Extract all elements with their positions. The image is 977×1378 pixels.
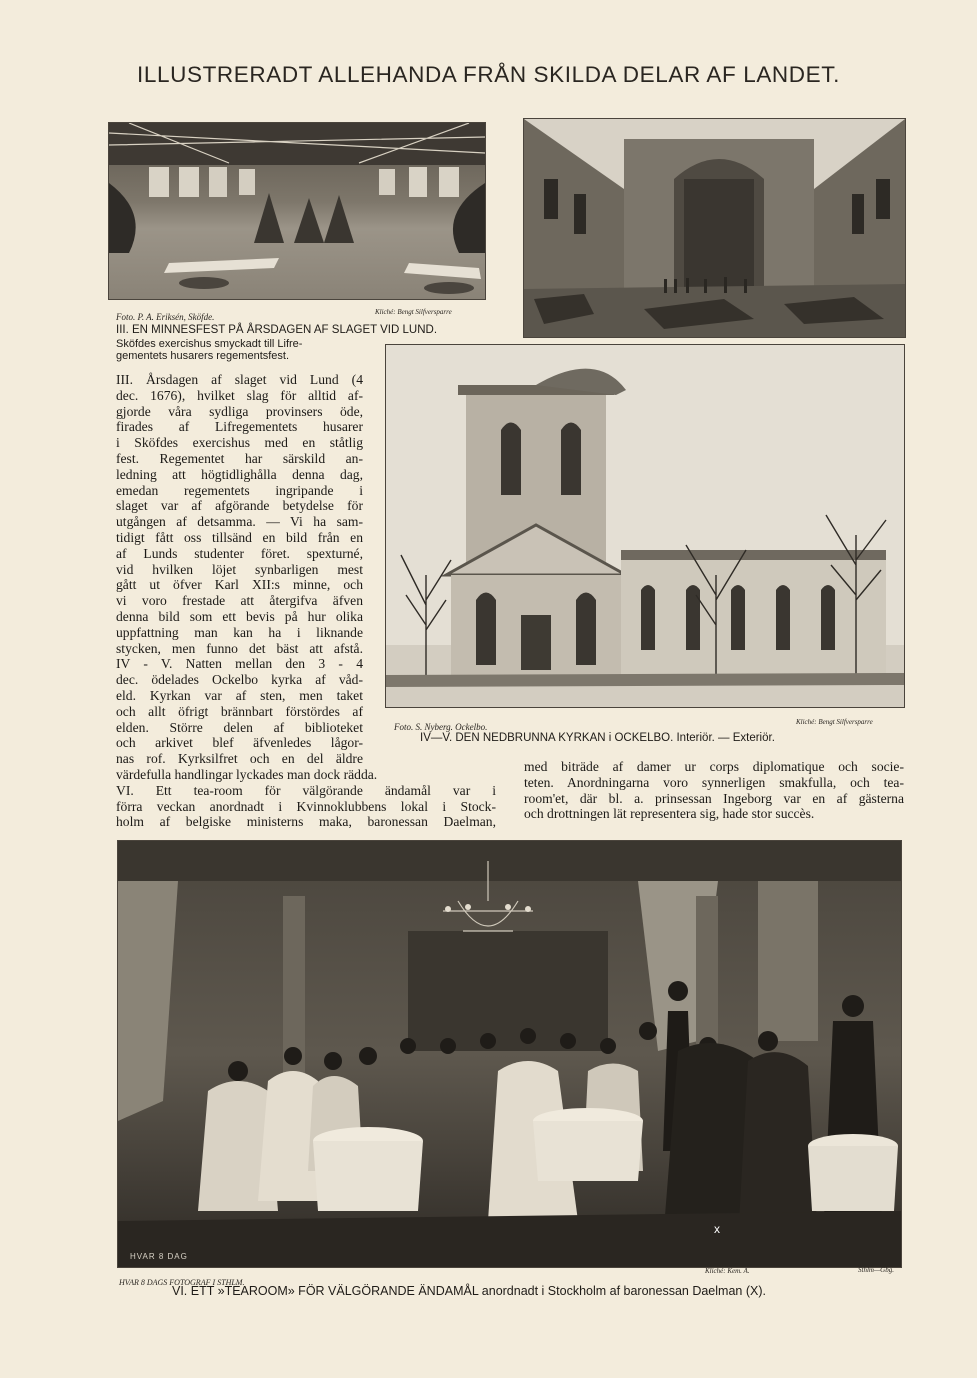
- fest-photo-credit: Foto. P. A. Eriksén, Sköfde.: [116, 312, 215, 322]
- church-caption: IV—V. DEN NEDBRUNNA KYRKAN i OCKELBO. Interiör. — Exteriör.: [420, 732, 775, 744]
- tearoom-photo-credit: HVAR 8 DAGS FOTOGRAF I STHLM.: [119, 1278, 245, 1287]
- article-wide-block: [116, 767, 496, 830]
- article-line: ledning att högtidlighålla denna dag,: [116, 466, 363, 482]
- article-line: fest. Regementet har särskild an-: [116, 450, 363, 466]
- photo-church-exterior: [385, 344, 905, 708]
- tearoom-image: [118, 841, 901, 1267]
- article-line: uppfattning man kan ha i liknande: [116, 624, 363, 640]
- fest-caption-line-1: Sköfdes exercishus smyckadt till Lifre-: [116, 338, 303, 350]
- article-line: vid hvilken löjet synbarligen mest: [116, 561, 363, 577]
- article-line: förra veckan anordnadt i Kvinnoklubbens lokal i Stock-: [116, 798, 496, 814]
- tearoom-watermark: HVAR 8 DAG: [130, 1252, 188, 1261]
- photo-festival-hall: [108, 122, 486, 300]
- fest-cliche-credit: Kliché: Bengt Silfversparre: [375, 308, 452, 316]
- article-line: gått ut öfver Karl XII:s minne, och: [116, 577, 363, 593]
- tearoom-caption: VI. ETT »TEAROOM» FÖR VÄLGÖRANDE ÄNDAMÅL anordnadt i Stockholm af baronessan Daelman (X).: [172, 1284, 766, 1298]
- article-line: dec. ödelades Ockelbo kyrka af våd-: [116, 672, 363, 688]
- tearoom-print-credit: Sthlm—Gbg.: [858, 1266, 894, 1274]
- article-line: holm af belgiske ministerns maka, baronessan Daelman,: [116, 814, 496, 830]
- church-photo-credit: Foto. S. Nyberg. Ockelbo.: [394, 722, 488, 732]
- article-line: stycken, men funno det bäst att afstå.: [116, 640, 363, 656]
- photo-church-interior: [523, 118, 906, 338]
- article-line: teten. Anordningarna voro synnerligen smakfulla, och tea-: [524, 774, 904, 790]
- fest-caption-title: III. EN MINNESFEST PÅ ÅRSDAGEN AF SLAGET VID LUND.: [116, 324, 438, 336]
- church-interior-image: [524, 119, 905, 337]
- article-left-column: [116, 372, 363, 767]
- article-line: vi voro frestade att återgifva äfven: [116, 593, 363, 609]
- article-line: med biträde af damer ur corps diplomatique och socie-: [524, 759, 904, 774]
- article-line: elden. Större delen af biblioteket: [116, 719, 363, 735]
- article-line: värdefulla handlingar lyckades man dock rädda.: [116, 767, 378, 782]
- article-line: denna bild som ett bevis på hur olika: [116, 608, 363, 624]
- article-line: VI. Ett tea-room för välgörande ändamål var i: [116, 782, 496, 798]
- church-exterior-image: [386, 345, 904, 707]
- article-line: eld. Kyrkan var af sten, men taket: [116, 687, 363, 703]
- article-line: gjorde våra sydliga provinsers öde,: [116, 403, 363, 419]
- church-cliche-credit: Kliché: Bengt Silfversparre: [796, 718, 873, 726]
- article-line: af Lunds studenter föret. spexturné,: [116, 545, 363, 561]
- x-marker-icon: x: [714, 1222, 720, 1236]
- article-line: och arkivet blef äfvenledes lågor-: [116, 735, 363, 751]
- article-line: III. Årsdagen af slaget vid Lund (4: [116, 372, 363, 387]
- article-line: dec. 1676), hvilket slag för alltid af-: [116, 387, 363, 403]
- article-line: emedan regementets ingripande i: [116, 482, 363, 498]
- tearoom-cliche-credit: Kliché: Kem. A.: [705, 1267, 750, 1275]
- article-line: utgången af detsamma. — Vi ha sam-: [116, 514, 363, 530]
- article-line: nas rof. Kyrksilfret och en del äldre: [116, 751, 363, 767]
- article-line: tidigt fått oss tillsänd en bild från en: [116, 529, 363, 545]
- article-line: room'et, där bl. a. prinsessan Ingeborg var en af gästerna: [524, 790, 904, 806]
- article-line: i Sköfdes exercishus med en ståtlig: [116, 435, 363, 451]
- article-right-block: [524, 759, 904, 822]
- photo-tearoom: [117, 840, 902, 1268]
- article-line: IV - V. Natten mellan den 3 - 4: [116, 656, 363, 672]
- festival-hall-image: [109, 123, 485, 299]
- article-line: slaget var af afgörande betydelse för: [116, 498, 363, 514]
- article-line: och drottningen lät representera sig, hade stor succès.: [524, 806, 815, 822]
- article-line: firades af Lifregementets husarer: [116, 419, 363, 435]
- fest-caption-line-2: gementets husarers regementsfest.: [116, 350, 290, 362]
- page-title: ILLUSTRERADT ALLEHANDA FRÅN SKILDA DELAR AF LANDET.: [137, 62, 840, 87]
- article-line: och allt öfrigt brännbart förstördes af: [116, 703, 363, 719]
